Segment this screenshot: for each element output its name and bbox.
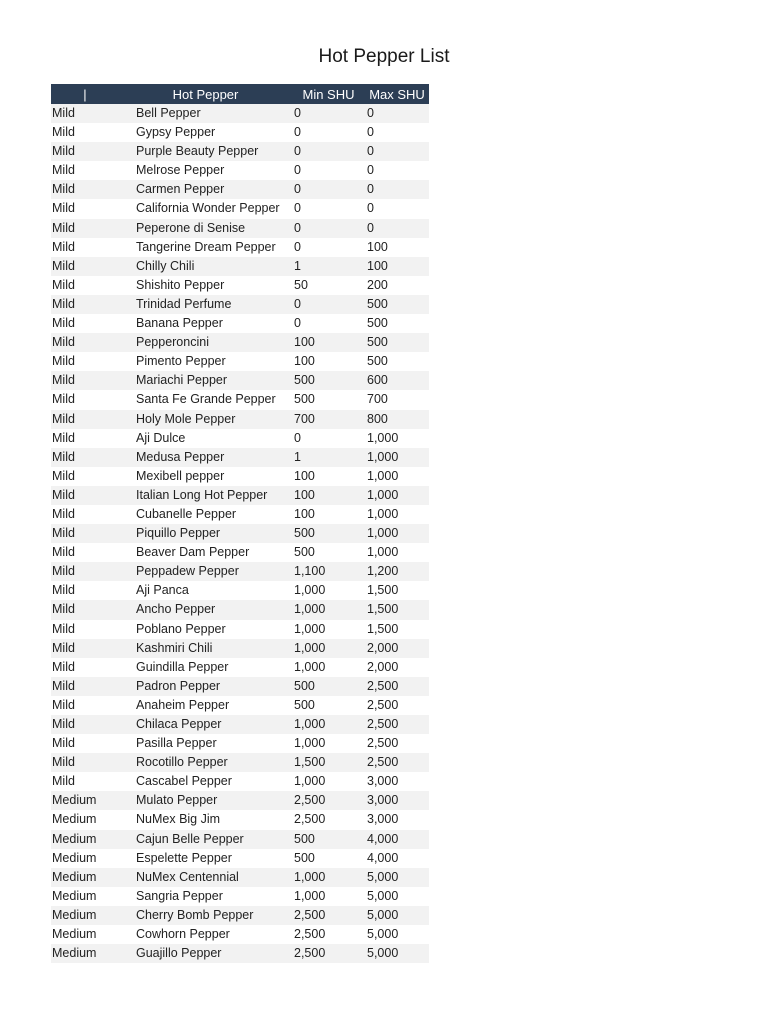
heat-level-cell: Medium bbox=[52, 927, 97, 942]
min-shu-cell: 500 bbox=[294, 373, 315, 388]
max-shu-cell: 2,000 bbox=[367, 640, 399, 655]
max-shu-cell: 2,500 bbox=[367, 755, 399, 770]
table-row bbox=[51, 543, 429, 562]
table-row bbox=[51, 219, 429, 238]
pepper-name-cell: Kashmiri Chili bbox=[136, 640, 213, 655]
table-row bbox=[51, 658, 429, 677]
pepper-name-cell: Pasilla Pepper bbox=[136, 736, 217, 751]
pepper-name-cell: Bell Pepper bbox=[136, 106, 201, 120]
pepper-name-cell: Mariachi Pepper bbox=[136, 373, 228, 388]
pepper-name-cell: Santa Fe Grande Pepper bbox=[136, 392, 276, 407]
pepper-name-cell: Purple Beauty Pepper bbox=[136, 144, 259, 159]
heat-level-cell: Mild bbox=[52, 545, 75, 560]
min-shu-cell: 0 bbox=[294, 201, 301, 216]
column-header-max-shu: Max SHU bbox=[369, 86, 425, 102]
min-shu-cell: 0 bbox=[294, 296, 301, 311]
max-shu-cell: 0 bbox=[367, 201, 374, 216]
min-shu-cell: 100 bbox=[294, 468, 315, 483]
max-shu-cell: 0 bbox=[367, 144, 374, 159]
pepper-table bbox=[51, 84, 429, 963]
table-row bbox=[51, 925, 429, 944]
heat-level-cell: Mild bbox=[52, 335, 75, 350]
pepper-name-cell: Piquillo Pepper bbox=[136, 526, 221, 541]
min-shu-cell: 100 bbox=[294, 335, 315, 350]
max-shu-cell: 5,000 bbox=[367, 888, 399, 903]
max-shu-cell: 600 bbox=[367, 373, 388, 388]
table-row bbox=[51, 772, 429, 791]
min-shu-cell: 100 bbox=[294, 506, 315, 521]
heat-level-cell: Mild bbox=[52, 678, 75, 693]
column-header-hot-pepper: Hot Pepper bbox=[172, 86, 239, 102]
heat-level-cell: Mild bbox=[52, 296, 75, 311]
min-shu-cell: 1,000 bbox=[294, 621, 326, 636]
min-shu-cell: 0 bbox=[294, 125, 301, 140]
max-shu-cell: 2,500 bbox=[367, 717, 399, 731]
min-shu-cell: 500 bbox=[294, 697, 315, 712]
heat-level-cell: Mild bbox=[52, 125, 75, 140]
table-row bbox=[51, 791, 429, 810]
min-shu-cell: 2,500 bbox=[294, 812, 326, 827]
table-row bbox=[51, 849, 429, 868]
min-shu-cell: 0 bbox=[294, 106, 301, 120]
min-shu-cell: 1,100 bbox=[294, 564, 326, 579]
min-shu-cell: 0 bbox=[294, 430, 301, 445]
heat-level-cell: Medium bbox=[52, 812, 97, 827]
pepper-name-cell: Mulato Pepper bbox=[136, 793, 218, 808]
table-row bbox=[51, 810, 429, 829]
min-shu-cell: 0 bbox=[294, 220, 301, 235]
table-row bbox=[51, 238, 429, 257]
min-shu-cell: 500 bbox=[294, 678, 315, 693]
max-shu-cell: 2,500 bbox=[367, 678, 399, 693]
min-shu-cell: 1 bbox=[294, 449, 301, 464]
min-shu-cell: 500 bbox=[294, 526, 315, 541]
table-row bbox=[51, 734, 429, 753]
table-row bbox=[51, 276, 429, 295]
heat-level-cell: Mild bbox=[52, 411, 75, 426]
min-shu-cell: 0 bbox=[294, 182, 301, 197]
table-row bbox=[51, 887, 429, 906]
max-shu-cell: 100 bbox=[367, 239, 388, 254]
table-row bbox=[51, 295, 429, 314]
max-shu-cell: 1,000 bbox=[367, 430, 399, 445]
heat-level-cell: Mild bbox=[52, 316, 75, 331]
heat-level-cell: Medium bbox=[52, 946, 97, 961]
heat-level-cell: Mild bbox=[52, 468, 75, 483]
heat-level-cell: Mild bbox=[52, 659, 75, 674]
min-shu-cell: 1,000 bbox=[294, 659, 326, 674]
heat-level-cell: Mild bbox=[52, 373, 75, 388]
min-shu-cell: 100 bbox=[294, 354, 315, 369]
table-row bbox=[51, 524, 429, 543]
min-shu-cell: 2,500 bbox=[294, 907, 326, 922]
heat-level-cell: Mild bbox=[52, 239, 75, 254]
table-row bbox=[51, 581, 429, 600]
pepper-name-cell: Peperone di Senise bbox=[136, 220, 246, 235]
heat-level-cell: Medium bbox=[52, 793, 97, 808]
column-header-min-shu: Min SHU bbox=[302, 86, 355, 102]
min-shu-cell: 0 bbox=[294, 144, 301, 159]
min-shu-cell: 1,500 bbox=[294, 755, 326, 770]
min-shu-cell: 1,000 bbox=[294, 717, 326, 731]
heat-level-cell: Mild bbox=[52, 277, 75, 292]
pepper-name-cell: Mexibell pepper bbox=[136, 468, 225, 483]
max-shu-cell: 1,500 bbox=[367, 602, 399, 617]
heat-level-cell: Mild bbox=[52, 163, 75, 178]
heat-level-cell: Mild bbox=[52, 774, 75, 789]
pepper-name-cell: Cajun Belle Pepper bbox=[136, 831, 244, 846]
pepper-name-cell: Cowhorn Pepper bbox=[136, 927, 230, 942]
max-shu-cell: 1,000 bbox=[367, 545, 399, 560]
max-shu-cell: 2,500 bbox=[367, 697, 399, 712]
table-row bbox=[51, 199, 429, 218]
min-shu-cell: 500 bbox=[294, 545, 315, 560]
heat-level-cell: Mild bbox=[52, 564, 75, 579]
heat-level-cell: Mild bbox=[52, 449, 75, 464]
heat-level-cell: Medium bbox=[52, 869, 97, 884]
max-shu-cell: 100 bbox=[367, 258, 388, 273]
heat-level-cell: Mild bbox=[52, 487, 75, 502]
max-shu-cell: 5,000 bbox=[367, 907, 399, 922]
max-shu-cell: 500 bbox=[367, 316, 388, 331]
max-shu-cell: 1,500 bbox=[367, 621, 399, 636]
page-title: Hot Pepper List bbox=[318, 46, 450, 67]
max-shu-cell: 800 bbox=[367, 411, 388, 426]
table-row bbox=[51, 352, 429, 371]
max-shu-cell: 700 bbox=[367, 392, 388, 407]
max-shu-cell: 0 bbox=[367, 163, 374, 178]
pepper-name-cell: Cubanelle Pepper bbox=[136, 506, 237, 521]
heat-level-cell: Mild bbox=[52, 144, 75, 159]
table-row bbox=[51, 390, 429, 409]
max-shu-cell: 0 bbox=[367, 125, 374, 140]
max-shu-cell: 4,000 bbox=[367, 850, 399, 865]
pepper-name-cell: Medusa Pepper bbox=[136, 449, 225, 464]
table-row bbox=[51, 753, 429, 772]
min-shu-cell: 2,500 bbox=[294, 927, 326, 942]
table-row bbox=[51, 333, 429, 352]
min-shu-cell: 2,500 bbox=[294, 946, 326, 961]
pepper-name-cell: Sangria Pepper bbox=[136, 888, 223, 903]
heat-level-cell: Medium bbox=[52, 888, 97, 903]
table-row bbox=[51, 448, 429, 467]
max-shu-cell: 4,000 bbox=[367, 831, 399, 846]
heat-level-cell: Mild bbox=[52, 201, 75, 216]
pepper-name-cell: Padron Pepper bbox=[136, 678, 221, 693]
max-shu-cell: 500 bbox=[367, 354, 388, 369]
heat-level-cell: Mild bbox=[52, 354, 75, 369]
heat-level-cell: Mild bbox=[52, 506, 75, 521]
pepper-name-cell: Melrose Pepper bbox=[136, 163, 225, 178]
pepper-name-cell: Chilaca Pepper bbox=[136, 717, 222, 731]
table-row bbox=[51, 142, 429, 161]
table-row bbox=[51, 314, 429, 333]
min-shu-cell: 700 bbox=[294, 411, 315, 426]
max-shu-cell: 0 bbox=[367, 106, 374, 120]
max-shu-cell: 1,000 bbox=[367, 526, 399, 541]
table-row bbox=[51, 429, 429, 448]
table-row bbox=[51, 620, 429, 639]
pepper-name-cell: Pepperoncini bbox=[136, 335, 209, 350]
max-shu-cell: 1,000 bbox=[367, 487, 399, 502]
max-shu-cell: 1,000 bbox=[367, 506, 399, 521]
table-row bbox=[51, 161, 429, 180]
table-row bbox=[51, 868, 429, 887]
min-shu-cell: 500 bbox=[294, 850, 315, 865]
table-row bbox=[51, 562, 429, 581]
min-shu-cell: 0 bbox=[294, 239, 301, 254]
min-shu-cell: 0 bbox=[294, 163, 301, 178]
min-shu-cell: 1,000 bbox=[294, 774, 326, 789]
heat-level-cell: Mild bbox=[52, 755, 75, 770]
table-row bbox=[51, 677, 429, 696]
table-row bbox=[51, 467, 429, 486]
heat-level-cell: Mild bbox=[52, 220, 75, 235]
heat-level-cell: Mild bbox=[52, 430, 75, 445]
min-shu-cell: 2,500 bbox=[294, 793, 326, 808]
pepper-name-cell: Guindilla Pepper bbox=[136, 659, 229, 674]
max-shu-cell: 2,500 bbox=[367, 736, 399, 751]
table-row bbox=[51, 371, 429, 390]
max-shu-cell: 200 bbox=[367, 277, 388, 292]
heat-level-cell: Medium bbox=[52, 831, 97, 846]
pepper-name-cell: Espelette Pepper bbox=[136, 850, 232, 865]
pepper-name-cell: NuMex Big Jim bbox=[136, 812, 221, 827]
max-shu-cell: 1,000 bbox=[367, 449, 399, 464]
max-shu-cell: 0 bbox=[367, 182, 374, 197]
heat-level-cell: Mild bbox=[52, 640, 75, 655]
max-shu-cell: 5,000 bbox=[367, 946, 399, 961]
max-shu-cell: 1,000 bbox=[367, 468, 399, 483]
max-shu-cell: 3,000 bbox=[367, 812, 399, 827]
pepper-name-cell: Rocotillo Pepper bbox=[136, 755, 228, 770]
column-header-heat: | bbox=[83, 86, 87, 102]
pepper-name-cell: Anaheim Pepper bbox=[136, 697, 230, 712]
pepper-name-cell: Italian Long Hot Pepper bbox=[136, 487, 268, 502]
pepper-name-cell: Gypsy Pepper bbox=[136, 125, 216, 140]
pepper-name-cell: Carmen Pepper bbox=[136, 182, 225, 197]
heat-level-cell: Mild bbox=[52, 392, 75, 407]
heat-level-cell: Mild bbox=[52, 602, 75, 617]
pepper-name-cell: Chilly Chili bbox=[136, 258, 195, 273]
pepper-name-cell: Aji Panca bbox=[136, 583, 189, 598]
table-row bbox=[51, 639, 429, 658]
heat-level-cell: Mild bbox=[52, 697, 75, 712]
min-shu-cell: 50 bbox=[294, 277, 308, 292]
min-shu-cell: 1,000 bbox=[294, 888, 326, 903]
heat-level-cell: Mild bbox=[52, 717, 75, 731]
pepper-name-cell: Beaver Dam Pepper bbox=[136, 545, 250, 560]
max-shu-cell: 1,200 bbox=[367, 564, 399, 579]
pepper-name-cell: Tangerine Dream Pepper bbox=[136, 239, 276, 254]
min-shu-cell: 0 bbox=[294, 316, 301, 331]
min-shu-cell: 500 bbox=[294, 831, 315, 846]
max-shu-cell: 2,000 bbox=[367, 659, 399, 674]
pepper-name-cell: Ancho Pepper bbox=[136, 602, 216, 617]
pepper-name-cell: Cascabel Pepper bbox=[136, 774, 232, 789]
pepper-name-cell: Cherry Bomb Pepper bbox=[136, 907, 254, 922]
pepper-name-cell: Aji Dulce bbox=[136, 430, 186, 445]
min-shu-cell: 500 bbox=[294, 392, 315, 407]
table-row bbox=[51, 715, 429, 734]
pepper-name-cell: Peppadew Pepper bbox=[136, 564, 239, 579]
pepper-name-cell: Trinidad Perfume bbox=[136, 296, 232, 311]
pepper-name-cell: Banana Pepper bbox=[136, 316, 223, 331]
table-row bbox=[51, 257, 429, 276]
max-shu-cell: 0 bbox=[367, 220, 374, 235]
max-shu-cell: 500 bbox=[367, 296, 388, 311]
max-shu-cell: 3,000 bbox=[367, 793, 399, 808]
table-row bbox=[51, 410, 429, 429]
heat-level-cell: Mild bbox=[52, 736, 75, 751]
min-shu-cell: 1,000 bbox=[294, 602, 326, 617]
pepper-name-cell: NuMex Centennial bbox=[136, 869, 239, 884]
heat-level-cell: Mild bbox=[52, 583, 75, 598]
table-row bbox=[51, 486, 429, 505]
table-row bbox=[51, 600, 429, 619]
max-shu-cell: 5,000 bbox=[367, 927, 399, 942]
pepper-name-cell: Holy Mole Pepper bbox=[136, 411, 236, 426]
table-row bbox=[51, 104, 429, 123]
heat-level-cell: Medium bbox=[52, 850, 97, 865]
table-body bbox=[51, 104, 429, 963]
pepper-name-cell: Pimento Pepper bbox=[136, 354, 226, 369]
table-row bbox=[51, 830, 429, 849]
table-row bbox=[51, 180, 429, 199]
table-row bbox=[51, 944, 429, 963]
heat-level-cell: Mild bbox=[52, 182, 75, 197]
max-shu-cell: 1,500 bbox=[367, 583, 399, 598]
pepper-name-cell: California Wonder Pepper bbox=[136, 201, 280, 216]
min-shu-cell: 1 bbox=[294, 258, 301, 273]
pepper-name-cell: Shishito Pepper bbox=[136, 277, 225, 292]
heat-level-cell: Mild bbox=[52, 258, 75, 273]
table-row bbox=[51, 505, 429, 524]
table-header-row bbox=[51, 84, 429, 104]
min-shu-cell: 100 bbox=[294, 487, 315, 502]
max-shu-cell: 3,000 bbox=[367, 774, 399, 789]
pepper-name-cell: Guajillo Pepper bbox=[136, 946, 222, 961]
pepper-name-cell: Poblano Pepper bbox=[136, 621, 226, 636]
min-shu-cell: 1,000 bbox=[294, 640, 326, 655]
max-shu-cell: 5,000 bbox=[367, 869, 399, 884]
heat-level-cell: Mild bbox=[52, 621, 75, 636]
min-shu-cell: 1,000 bbox=[294, 583, 326, 598]
heat-level-cell: Mild bbox=[52, 106, 75, 120]
table-row bbox=[51, 123, 429, 142]
max-shu-cell: 500 bbox=[367, 335, 388, 350]
min-shu-cell: 1,000 bbox=[294, 869, 326, 884]
table-row bbox=[51, 696, 429, 715]
table-row bbox=[51, 906, 429, 925]
min-shu-cell: 1,000 bbox=[294, 736, 326, 751]
heat-level-cell: Mild bbox=[52, 526, 75, 541]
heat-level-cell: Medium bbox=[52, 907, 97, 922]
